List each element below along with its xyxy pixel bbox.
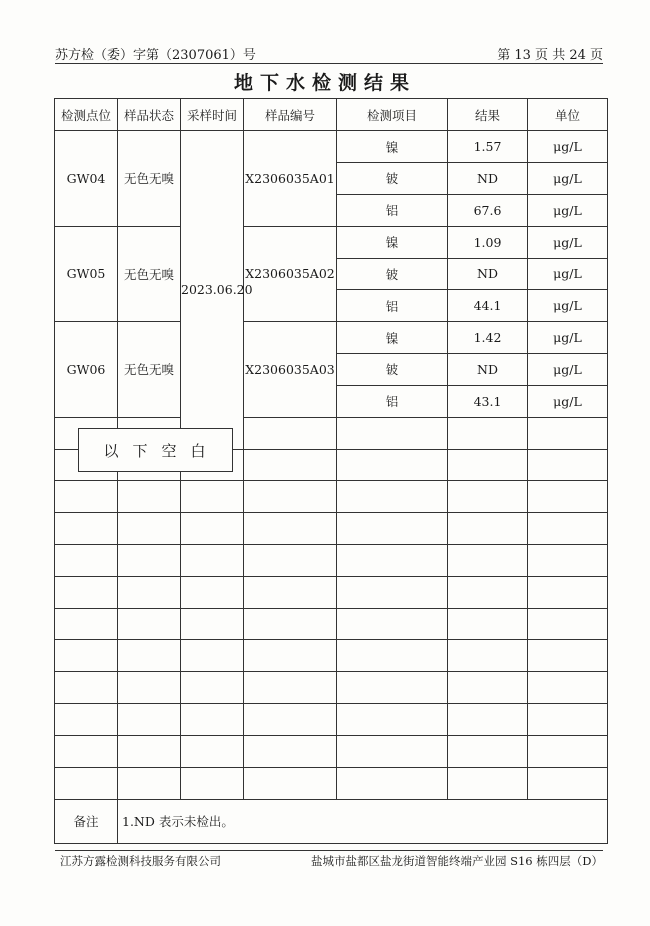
column-header: 检测项目 bbox=[337, 99, 448, 131]
empty-cell bbox=[337, 735, 448, 767]
test-item: 镍 bbox=[337, 131, 448, 163]
empty-cell bbox=[181, 704, 244, 736]
column-header: 样品编号 bbox=[244, 99, 337, 131]
empty-cell bbox=[181, 608, 244, 640]
empty-cell bbox=[118, 640, 181, 672]
column-header: 样品状态 bbox=[118, 99, 181, 131]
company-name: 江苏方露检测科技服务有限公司 bbox=[60, 854, 221, 868]
empty-cell bbox=[337, 608, 448, 640]
empty-cell bbox=[55, 545, 118, 577]
empty-row bbox=[55, 735, 608, 767]
column-header: 采样时间 bbox=[181, 99, 244, 131]
empty-cell bbox=[528, 417, 608, 449]
test-unit: μg/L bbox=[528, 258, 608, 290]
empty-cell bbox=[55, 576, 118, 608]
test-item: 镍 bbox=[337, 226, 448, 258]
empty-cell bbox=[118, 672, 181, 704]
empty-cell bbox=[448, 672, 528, 704]
empty-cell bbox=[244, 735, 337, 767]
empty-cell bbox=[181, 545, 244, 577]
empty-cell bbox=[448, 545, 528, 577]
empty-cell bbox=[55, 481, 118, 513]
test-result: 1.42 bbox=[448, 322, 528, 354]
test-result: ND bbox=[448, 258, 528, 290]
test-result: ND bbox=[448, 354, 528, 386]
test-unit: μg/L bbox=[528, 290, 608, 322]
empty-cell bbox=[337, 481, 448, 513]
test-unit: μg/L bbox=[528, 385, 608, 417]
sample-id: X2306035A03 bbox=[244, 322, 337, 417]
empty-cell bbox=[181, 576, 244, 608]
empty-cell bbox=[448, 640, 528, 672]
empty-cell bbox=[448, 576, 528, 608]
test-item: 铍 bbox=[337, 354, 448, 386]
empty-cell bbox=[244, 704, 337, 736]
empty-row bbox=[55, 481, 608, 513]
sample-state: 无色无嗅 bbox=[118, 322, 181, 417]
monitoring-point: GW04 bbox=[55, 131, 118, 226]
sample-id: X2306035A02 bbox=[244, 226, 337, 321]
empty-cell bbox=[181, 735, 244, 767]
empty-cell bbox=[448, 767, 528, 799]
test-unit: μg/L bbox=[528, 354, 608, 386]
remark-label: 备注 bbox=[55, 799, 118, 843]
empty-cell bbox=[244, 513, 337, 545]
empty-cell bbox=[337, 545, 448, 577]
test-result: 1.09 bbox=[448, 226, 528, 258]
empty-cell bbox=[337, 640, 448, 672]
remark-text: 1.ND 表示未检出。 bbox=[118, 799, 608, 843]
empty-cell bbox=[448, 513, 528, 545]
empty-cell bbox=[337, 513, 448, 545]
sample-state: 无色无嗅 bbox=[118, 226, 181, 321]
test-result: 43.1 bbox=[448, 385, 528, 417]
empty-cell bbox=[55, 513, 118, 545]
empty-row bbox=[55, 767, 608, 799]
empty-cell bbox=[244, 449, 337, 481]
empty-cell bbox=[181, 640, 244, 672]
test-unit: μg/L bbox=[528, 226, 608, 258]
empty-row bbox=[55, 608, 608, 640]
empty-cell bbox=[181, 672, 244, 704]
blank-below-stamp: 以下空白 bbox=[78, 428, 233, 472]
empty-cell bbox=[55, 672, 118, 704]
empty-cell bbox=[55, 735, 118, 767]
sample-state: 无色无嗅 bbox=[118, 131, 181, 226]
page-info: 第 13 页 共 24 页 bbox=[497, 48, 603, 63]
empty-cell bbox=[337, 417, 448, 449]
footer-divider bbox=[55, 850, 603, 851]
page-footer bbox=[60, 853, 603, 869]
test-item: 铝 bbox=[337, 385, 448, 417]
monitoring-point: GW06 bbox=[55, 322, 118, 417]
column-header: 检测点位 bbox=[55, 99, 118, 131]
test-unit: μg/L bbox=[528, 163, 608, 195]
empty-cell bbox=[337, 576, 448, 608]
table-header-row bbox=[55, 99, 608, 131]
test-result: ND bbox=[448, 163, 528, 195]
empty-cell bbox=[528, 545, 608, 577]
empty-cell bbox=[448, 735, 528, 767]
empty-cell bbox=[528, 449, 608, 481]
column-header: 单位 bbox=[528, 99, 608, 131]
test-item: 铝 bbox=[337, 290, 448, 322]
empty-cell bbox=[448, 608, 528, 640]
empty-cell bbox=[337, 672, 448, 704]
remark-row bbox=[55, 799, 608, 843]
column-header: 结果 bbox=[448, 99, 528, 131]
empty-row bbox=[55, 704, 608, 736]
empty-cell bbox=[181, 513, 244, 545]
empty-cell bbox=[528, 767, 608, 799]
empty-cell bbox=[448, 704, 528, 736]
empty-cell bbox=[244, 672, 337, 704]
empty-cell bbox=[181, 767, 244, 799]
empty-row bbox=[55, 513, 608, 545]
empty-cell bbox=[244, 767, 337, 799]
empty-cell bbox=[337, 449, 448, 481]
empty-cell bbox=[181, 481, 244, 513]
test-result: 67.6 bbox=[448, 194, 528, 226]
empty-cell bbox=[118, 704, 181, 736]
empty-cell bbox=[244, 417, 337, 449]
test-item: 铍 bbox=[337, 163, 448, 195]
empty-cell bbox=[528, 640, 608, 672]
page-header bbox=[55, 44, 603, 63]
empty-cell bbox=[118, 576, 181, 608]
empty-cell bbox=[118, 513, 181, 545]
header-divider bbox=[55, 63, 603, 64]
table-row bbox=[55, 322, 608, 354]
empty-cell bbox=[118, 767, 181, 799]
sample-id: X2306035A01 bbox=[244, 131, 337, 226]
empty-cell bbox=[244, 640, 337, 672]
empty-row bbox=[55, 545, 608, 577]
empty-row bbox=[55, 576, 608, 608]
test-unit: μg/L bbox=[528, 131, 608, 163]
test-item: 铝 bbox=[337, 194, 448, 226]
empty-cell bbox=[118, 735, 181, 767]
empty-cell bbox=[528, 576, 608, 608]
empty-cell bbox=[528, 735, 608, 767]
empty-cell bbox=[528, 513, 608, 545]
empty-row bbox=[55, 672, 608, 704]
test-unit: μg/L bbox=[528, 194, 608, 226]
test-result: 1.57 bbox=[448, 131, 528, 163]
empty-cell bbox=[118, 608, 181, 640]
empty-cell bbox=[118, 545, 181, 577]
empty-cell bbox=[337, 704, 448, 736]
empty-cell bbox=[448, 449, 528, 481]
empty-cell bbox=[448, 481, 528, 513]
document-number: 苏方检（委）字第（2307061）号 bbox=[55, 48, 256, 63]
empty-cell bbox=[244, 576, 337, 608]
empty-cell bbox=[528, 704, 608, 736]
table-row bbox=[55, 226, 608, 258]
empty-cell bbox=[55, 608, 118, 640]
empty-cell bbox=[528, 672, 608, 704]
empty-row bbox=[55, 640, 608, 672]
table-row bbox=[55, 131, 608, 163]
test-item: 铍 bbox=[337, 258, 448, 290]
empty-cell bbox=[448, 417, 528, 449]
empty-cell bbox=[244, 545, 337, 577]
monitoring-point: GW05 bbox=[55, 226, 118, 321]
empty-cell bbox=[55, 640, 118, 672]
test-item: 镍 bbox=[337, 322, 448, 354]
empty-cell bbox=[337, 767, 448, 799]
empty-cell bbox=[244, 608, 337, 640]
test-unit: μg/L bbox=[528, 322, 608, 354]
empty-cell bbox=[244, 481, 337, 513]
empty-cell bbox=[55, 767, 118, 799]
empty-cell bbox=[55, 704, 118, 736]
test-result: 44.1 bbox=[448, 290, 528, 322]
empty-cell bbox=[528, 608, 608, 640]
sampling-time: 2023.06.20 bbox=[181, 131, 244, 449]
page-title: 地下水检测结果 bbox=[233, 72, 416, 94]
empty-cell bbox=[118, 481, 181, 513]
empty-cell bbox=[528, 481, 608, 513]
company-address: 盐城市盐都区盐龙街道智能终端产业园 S16 栋四层（D） bbox=[310, 854, 603, 868]
